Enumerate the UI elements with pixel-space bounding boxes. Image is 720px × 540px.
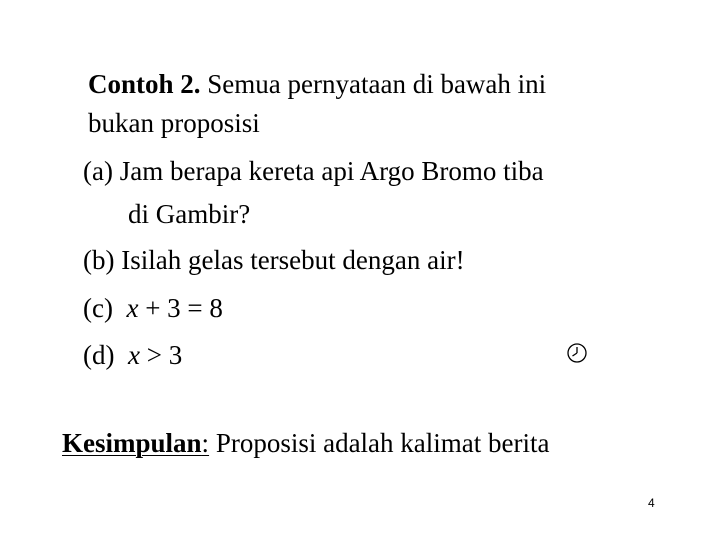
item-marker: (b) (83, 245, 115, 275)
conclusion-text: Proposisi adalah kalimat berita (209, 428, 550, 458)
conclusion-label: Kesimpulan (62, 428, 202, 458)
math-expression: + 3 = 8 (138, 293, 223, 323)
item-marker: (a) (83, 156, 113, 186)
list-item-a-continuation: di Gambir? (128, 199, 251, 229)
conclusion-colon: : (201, 428, 210, 458)
clock-icon (566, 342, 588, 364)
example-label: Contoh 2. (88, 69, 201, 99)
example-heading-line (88, 67, 546, 101)
list-item-c (83, 291, 223, 325)
page-number: 4 (648, 496, 655, 510)
item-text: Isilah gelas tersebut dengan air! (114, 245, 465, 275)
list-item-a (83, 154, 544, 188)
list-item-d (83, 338, 182, 372)
math-expression: > 3 (139, 340, 183, 370)
math-variable: x (126, 293, 139, 323)
item-text: Jam berapa kereta api Argo Bromo tiba (112, 156, 544, 186)
item-marker: (c) (83, 293, 113, 323)
example-intro-line1: Semua pernyataan di bawah ini (200, 69, 547, 99)
conclusion (62, 426, 549, 460)
example-intro-line2: bukan proposisi (88, 108, 260, 138)
item-marker: (d) (83, 340, 115, 370)
list-item-b (83, 243, 465, 277)
math-variable: x (127, 340, 140, 370)
